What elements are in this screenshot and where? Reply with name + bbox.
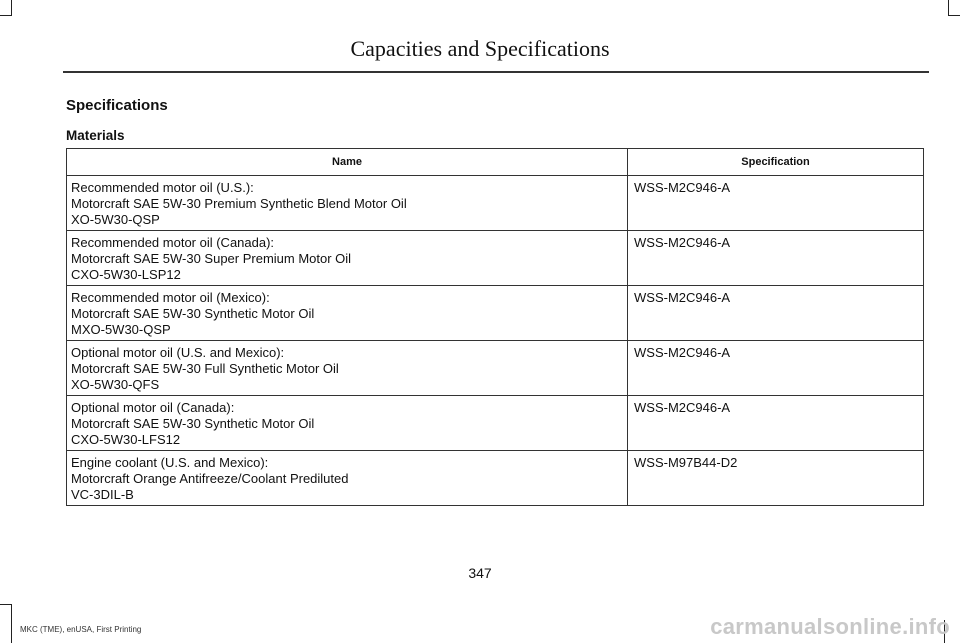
table-row (67, 286, 924, 341)
specification-cell: WSS-M2C946-A (628, 231, 924, 286)
watermark: carmanualsonline.info (710, 614, 950, 639)
crop-mark-bottom-left-v (11, 604, 12, 643)
specification-cell: WSS-M2C946-A (628, 286, 924, 341)
table-row (67, 451, 924, 506)
table-body (67, 176, 924, 506)
material-name-line: Engine coolant (U.S. and Mexico): (71, 455, 269, 470)
material-name-line: Recommended motor oil (U.S.): (71, 180, 254, 195)
material-name-line: Motorcraft SAE 5W-30 Synthetic Motor Oil (71, 306, 315, 321)
chapter-title: Capacities and Specifications (350, 36, 610, 61)
material-name-line: Motorcraft Orange Antifreeze/Coolant Prediluted (71, 471, 349, 486)
material-name-line: Motorcraft SAE 5W-30 Full Synthetic Motor Oil (71, 361, 339, 376)
column-header-specification: Specification (628, 149, 924, 176)
column-header-name: Name (67, 149, 628, 176)
material-name-cell (67, 341, 628, 396)
material-name-cell (67, 286, 628, 341)
materials-subtitle: Materials (66, 128, 125, 143)
material-name-line: Recommended motor oil (Canada): (71, 235, 275, 250)
header-rule (63, 71, 929, 73)
material-name-line: Motorcraft SAE 5W-30 Super Premium Motor Oil (71, 251, 352, 266)
material-name-line: Motorcraft SAE 5W-30 Synthetic Motor Oil (71, 416, 315, 431)
materials-table (66, 148, 924, 506)
material-name-cell (67, 451, 628, 506)
material-name-line: CXO-5W30-LFS12 (71, 432, 181, 447)
material-name-cell (67, 231, 628, 286)
table-row (67, 341, 924, 396)
table-row (67, 231, 924, 286)
material-name-cell (67, 396, 628, 451)
material-name-line: XO-5W30-QFS (71, 377, 160, 392)
specification-cell: WSS-M2C946-A (628, 341, 924, 396)
material-name-line: Recommended motor oil (Mexico): (71, 290, 270, 305)
material-name-line: Motorcraft SAE 5W-30 Premium Synthetic Blend Motor Oil (71, 196, 407, 211)
specification-cell: WSS-M97B44-D2 (628, 451, 924, 506)
page-number: 347 (468, 565, 492, 581)
material-name-line: VC-3DIL-B (71, 487, 134, 502)
crop-mark-top-right-h (948, 15, 960, 16)
section-title: Specifications (66, 97, 168, 114)
material-name-line: MXO-5W30-QSP (71, 322, 171, 337)
material-name-line: Optional motor oil (Canada): (71, 400, 235, 415)
crop-mark-top-left-h (0, 15, 12, 16)
specification-cell: WSS-M2C946-A (628, 396, 924, 451)
edition-footer: MKC (TME), enUSA, First Printing (20, 625, 142, 634)
table-header-row (67, 149, 924, 176)
crop-mark-bottom-left-h (0, 604, 12, 605)
table-row (67, 396, 924, 451)
material-name-line: XO-5W30-QSP (71, 212, 160, 227)
specification-cell: WSS-M2C946-A (628, 176, 924, 231)
crop-mark-top-right-v (948, 0, 949, 16)
material-name-cell (67, 176, 628, 231)
crop-mark-top-left-v (11, 0, 12, 16)
material-name-line: Optional motor oil (U.S. and Mexico): (71, 345, 285, 360)
material-name-line: CXO-5W30-LSP12 (71, 267, 181, 282)
table-row (67, 176, 924, 231)
